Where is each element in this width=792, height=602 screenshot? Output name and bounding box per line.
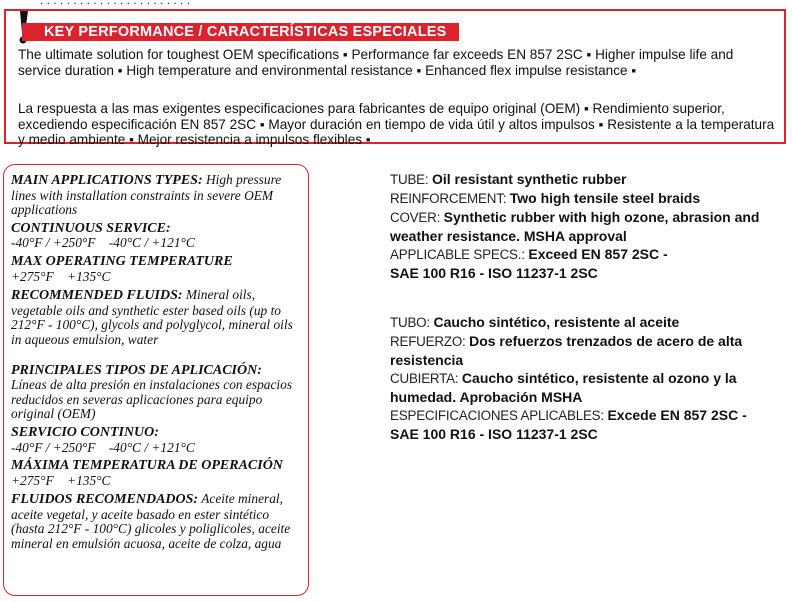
maxima-temperatura-value: +275°F +135°C <box>11 472 111 488</box>
spec-cover-value: Synthetic rubber with high ozone, abrasion and weather resistance. MSHA approval <box>390 209 760 244</box>
spec-cubierta <box>390 369 786 406</box>
principales-tipos-text: Líneas de alta presión en instalaciones con espacios reducidos en severas aplicaciones para equipo original (OEM) <box>11 377 293 422</box>
spec-reinforcement-value: Two high tensile steel braids <box>509 190 701 206</box>
spec-tubo <box>390 313 786 332</box>
specs-english <box>390 170 786 282</box>
key-performance-spanish: La respuesta a las mas exigentes especificaciones para fabricantes de equipo original (OEM) ▪ Rendimiento superior, excediendo especificación EN 857 2SC ▪ Mayor duración en tiempo de vida útil y altos impulsos ▪ Resistente a la temperatura y medio ambiente ▪ Mejor resistencia a impulsos flexibles ▪ <box>18 101 775 147</box>
spec-cubierta-label: CUBIERTA: <box>390 371 462 386</box>
applications-content <box>11 173 303 552</box>
spec-applicable-value-1: Exceed EN 857 2SC - <box>528 246 668 262</box>
fluidos-recomendados-text: Aceite mineral, aceite vegetal, y aceite basado en ester sintético (hasta 212°F - 100°C) glicoles y poliglicoles, aceite mineral en emulsión acuosa, aceite de colza, agua <box>11 491 291 552</box>
spec-tube-label: TUBE: <box>390 172 432 187</box>
spec-applicable <box>390 245 786 264</box>
spec-especificaciones <box>390 406 786 425</box>
applications-box <box>3 164 309 596</box>
servicio-continuo-heading: SERVICIO CONTINUO: <box>11 424 159 440</box>
spec-refuerzo-value: Dos refuerzos trenzados de acero de alta resistencia <box>390 333 743 368</box>
fluidos-recomendados-es <box>11 492 303 551</box>
key-performance-title: KEY PERFORMANCE / CARACTERÍSTICAS ESPECIALES <box>44 24 447 40</box>
continuous-service-range: -40°F / +250°F -40°C / +121°C <box>11 235 195 251</box>
key-performance-english: The ultimate solution for toughest OEM specifications ▪ Performance far exceeds EN 857 2SC ▪ Higher impulse life and service duration ▪ High temperature and environmental resistance ▪ Enhanced flex impulse resistance ▪ <box>18 47 734 78</box>
spec-cover <box>390 208 786 245</box>
clipped-top-text: . . . . . . . . . . . . . . . . . . . . . . . <box>40 0 191 7</box>
servicio-continuo-range: -40°F / +250°F -40°C / +121°C <box>11 439 195 455</box>
principales-tipos-heading: PRINCIPALES TIPOS DE APLICACIÓN: <box>11 362 262 378</box>
fluidos-recomendados-heading: FLUIDOS RECOMENDADOS: <box>11 492 199 508</box>
spec-tubo-label: TUBO: <box>390 315 434 330</box>
spec-cubierta-value: Caucho sintético, resistente al ozono y la humedad. Aprobación MSHA <box>390 370 737 405</box>
spec-refuerzo-label: REFUERZO: <box>390 334 470 349</box>
spec-tube <box>390 170 786 189</box>
recommended-fluids-text: Mineral oils, vegetable oils and synthetic ester based oils (up to 212°F - 100°C), glycols and polyglycol, mineral oils in aqueous emulsion, water <box>11 287 293 347</box>
spec-reinforcement-label: REINFORCEMENT: <box>390 191 510 206</box>
spec-applicable-cont <box>390 264 786 282</box>
key-performance-header <box>22 23 459 41</box>
spec-tubo-value: Caucho sintético, resistente al aceite <box>433 314 680 330</box>
max-temperature-value: +275°F +135°C <box>11 268 111 284</box>
recommended-fluids-en <box>11 288 303 347</box>
main-applications-heading: MAIN APPLICATIONS TYPES: <box>11 173 203 188</box>
main-applications-en <box>11 173 303 218</box>
spec-especificaciones-cont <box>390 425 786 443</box>
spec-refuerzo <box>390 332 786 369</box>
spec-especificaciones-value-1: Excede EN 857 2SC - <box>607 407 747 423</box>
spec-especificaciones-value-2: SAE 100 R16 - ISO 11237-1 2SC <box>390 426 598 442</box>
spec-especificaciones-label: ESPECIFICACIONES APLICABLES: <box>390 408 608 423</box>
spec-reinforcement <box>390 189 786 208</box>
recommended-fluids-heading: RECOMMENDED FLUIDS: <box>11 288 183 304</box>
specs-spanish <box>390 313 786 443</box>
spec-tube-value: Oil resistant synthetic rubber <box>431 171 627 187</box>
maxima-temperatura-heading: MÁXIMA TEMPERATURA DE OPERACIÓN <box>11 458 283 474</box>
spec-cover-label: COVER: <box>390 210 444 225</box>
main-applications-text: High pressure lines with installation constraints in severe OEM applications <box>11 172 282 218</box>
spec-applicable-label: APPLICABLE SPECS.: <box>390 247 529 262</box>
key-performance-box <box>4 9 786 147</box>
continuous-service-heading: CONTINUOUS SERVICE: <box>11 220 171 236</box>
max-temperature-heading: MAX OPERATING TEMPERATURE <box>11 253 233 269</box>
spec-applicable-value-2: SAE 100 R16 - ISO 11237-1 2SC <box>390 265 598 281</box>
